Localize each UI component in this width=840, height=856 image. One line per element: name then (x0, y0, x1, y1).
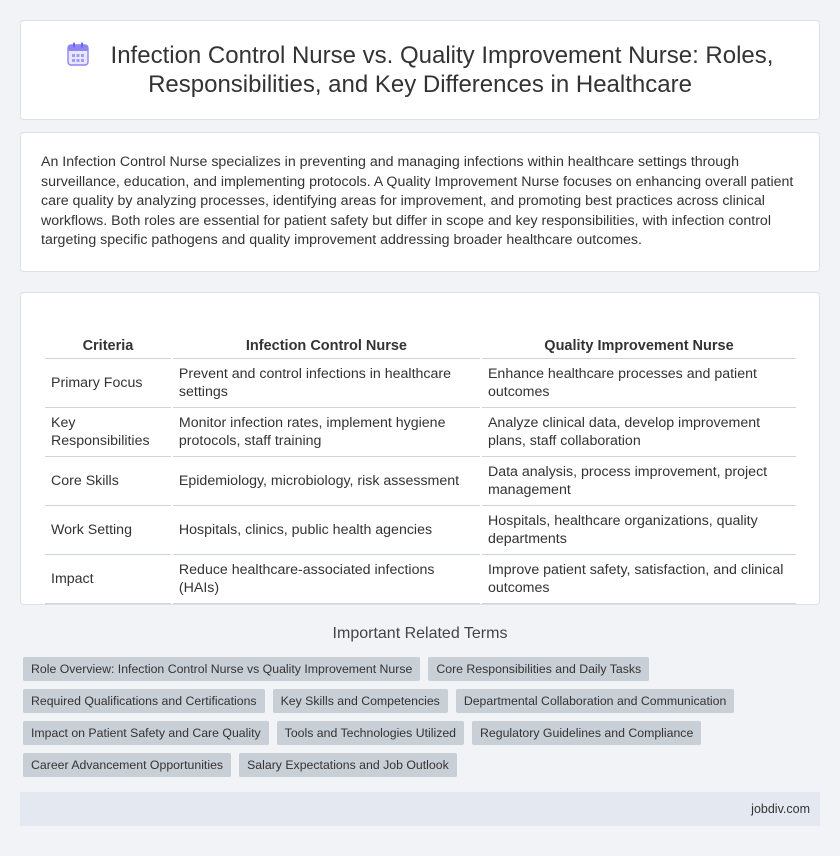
page-title (51, 41, 789, 99)
cell-infection-control: Prevent and control infections in healthcare settings (173, 359, 480, 408)
related-term-tag[interactable]: Required Qualifications and Certifications (23, 689, 265, 713)
cell-criteria: Impact (45, 555, 171, 604)
table-row (45, 506, 796, 555)
cell-quality-improvement: Improve patient safety, satisfaction, and clinical outcomes (482, 555, 796, 604)
comparison-card (20, 292, 820, 605)
header-criteria: Criteria (45, 315, 171, 359)
footer (20, 792, 820, 826)
table-row (45, 408, 796, 457)
page-title-text: Infection Control Nurse vs. Quality Improvement Nurse: Roles, Responsibilities, and Key Differences in Healthcare (110, 42, 774, 98)
related-term-tag[interactable]: Key Skills and Competencies (273, 689, 448, 713)
cell-criteria: Primary Focus (45, 359, 171, 408)
related-term-tag[interactable]: Salary Expectations and Job Outlook (239, 753, 457, 777)
cell-quality-improvement: Hospitals, healthcare organizations, quality departments (482, 506, 796, 555)
cell-quality-improvement: Analyze clinical data, develop improvement plans, staff collaboration (482, 408, 796, 457)
cell-criteria: Core Skills (45, 457, 171, 506)
cell-infection-control: Hospitals, clinics, public health agencies (173, 506, 480, 555)
cell-infection-control: Epidemiology, microbiology, risk assessment (173, 457, 480, 506)
related-terms-tags (23, 657, 823, 777)
table-row (45, 457, 796, 506)
related-term-tag[interactable]: Career Advancement Opportunities (23, 753, 231, 777)
intro-card (20, 132, 820, 272)
cell-infection-control: Monitor infection rates, implement hygiene protocols, staff training (173, 408, 480, 457)
cell-criteria: Work Setting (45, 506, 171, 555)
comparison-table (43, 315, 798, 604)
table-row (45, 555, 796, 604)
related-term-tag[interactable]: Core Responsibilities and Daily Tasks (428, 657, 649, 681)
cell-quality-improvement: Enhance healthcare processes and patient outcomes (482, 359, 796, 408)
related-term-tag[interactable]: Departmental Collaboration and Communication (456, 689, 734, 713)
table-header-row (45, 315, 796, 359)
header-card (20, 20, 820, 120)
related-term-tag[interactable]: Role Overview: Infection Control Nurse vs Quality Improvement Nurse (23, 657, 420, 681)
related-term-tag[interactable]: Regulatory Guidelines and Compliance (472, 721, 701, 745)
calendar-icon (67, 42, 89, 66)
footer-site-link[interactable]: jobdiv.com (751, 802, 810, 816)
header-quality-improvement: Quality Improvement Nurse (482, 315, 796, 359)
cell-criteria: Key Responsibilities (45, 408, 171, 457)
cell-quality-improvement: Data analysis, process improvement, project management (482, 457, 796, 506)
table-row (45, 359, 796, 408)
related-terms-title: Important Related Terms (332, 625, 508, 642)
cell-infection-control: Reduce healthcare-associated infections (HAIs) (173, 555, 480, 604)
related-term-tag[interactable]: Tools and Technologies Utilized (277, 721, 464, 745)
header-infection-control: Infection Control Nurse (173, 315, 480, 359)
intro-paragraph: An Infection Control Nurse specializes in preventing and managing infections within healthcare settings through surveillance, education, and implementing protocols. A Quality Improvement Nurse focuses on enhancing overall patient care quality by analyzing processes, identifying areas for improvement, and promoting best practices across clinical workflows. Both roles are essential for patient safety but differ in scope and key responsibilities, with infection control targeting specific pathogens and quality improvement addressing broader healthcare outcomes. (41, 154, 794, 248)
related-term-tag[interactable]: Impact on Patient Safety and Care Quality (23, 721, 269, 745)
